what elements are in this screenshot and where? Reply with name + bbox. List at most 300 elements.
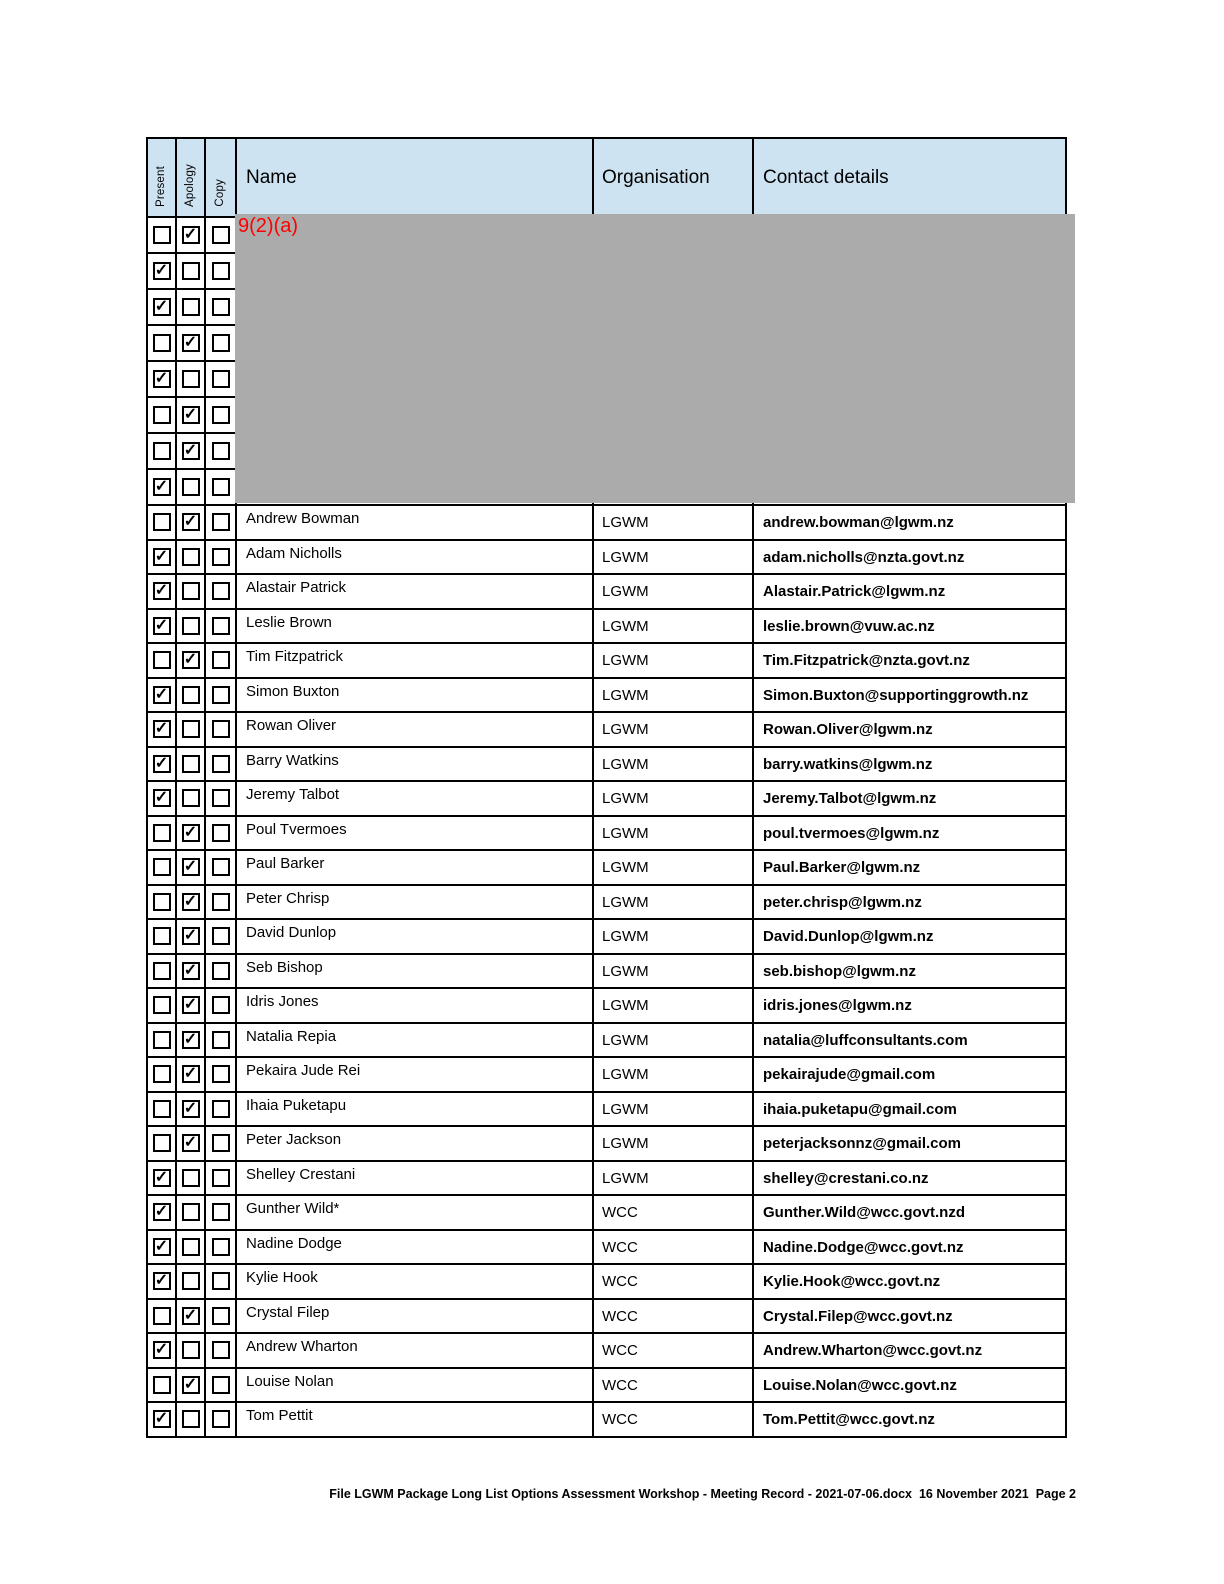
table-row xyxy=(148,953,1065,988)
present-checkbox-cell xyxy=(148,920,177,953)
present-checkbox[interactable]: ✓ xyxy=(153,1238,171,1256)
present-checkbox[interactable] xyxy=(153,651,171,669)
organisation-cell: LGWM xyxy=(594,1058,754,1091)
apology-checkbox-cell xyxy=(177,290,206,324)
apology-checkbox-cell xyxy=(177,679,206,712)
contact-cell: peter.chrisp@lgwm.nz xyxy=(763,893,922,911)
header-copy-label: Copy xyxy=(213,179,226,207)
present-checkbox[interactable]: ✓ xyxy=(153,755,171,773)
apology-checkbox[interactable]: ✓ xyxy=(182,406,200,424)
apology-checkbox[interactable] xyxy=(182,582,200,600)
present-checkbox-cell xyxy=(148,1024,177,1057)
copy-checkbox[interactable] xyxy=(212,1065,230,1083)
name-cell: Tim Fitzpatrick xyxy=(237,644,594,677)
redaction-code-label: 9(2)(a) xyxy=(238,215,299,237)
apology-checkbox[interactable]: ✓ xyxy=(182,513,200,531)
apology-checkbox-cell xyxy=(177,920,206,953)
attendance-table xyxy=(146,137,1067,1438)
copy-checkbox[interactable] xyxy=(212,513,230,531)
name-cell: Idris Jones xyxy=(237,989,594,1022)
apology-checkbox-cell xyxy=(177,1196,206,1229)
copy-checkbox-cell xyxy=(206,644,237,677)
contact-cell: peterjacksonnz@gmail.com xyxy=(763,1135,962,1152)
copy-checkbox-cell xyxy=(206,1231,237,1264)
contact-cell: shelley@crestani.co.nz xyxy=(763,1169,929,1187)
organisation-cell: LGWM xyxy=(594,851,754,884)
copy-checkbox[interactable] xyxy=(212,962,230,980)
present-checkbox-cell xyxy=(148,782,177,815)
contact-cell: Tom.Pettit@wcc.govt.nz xyxy=(763,1411,935,1428)
contact-cell: Crystal.Filep@wcc.govt.nz xyxy=(763,1307,953,1325)
table-row xyxy=(148,1056,1065,1091)
present-checkbox[interactable] xyxy=(153,442,171,460)
contact-cell: Rowan.Oliver@lgwm.nz xyxy=(763,721,933,738)
apology-checkbox[interactable] xyxy=(182,1169,200,1187)
copy-checkbox[interactable] xyxy=(212,582,230,600)
copy-checkbox[interactable] xyxy=(212,478,230,496)
present-checkbox[interactable]: ✓ xyxy=(153,548,171,566)
header-contact-label: Contact details xyxy=(763,166,889,188)
table-row xyxy=(148,884,1065,919)
contact-cell: David.Dunlop@lgwm.nz xyxy=(763,928,934,945)
apology-checkbox-cell xyxy=(177,1162,206,1195)
organisation-cell: LGWM xyxy=(594,817,754,850)
header-copy-column xyxy=(206,139,237,216)
copy-checkbox-cell xyxy=(206,506,237,539)
apology-checkbox-cell xyxy=(177,610,206,643)
name-cell: Andrew Bowman xyxy=(237,506,594,539)
copy-checkbox[interactable] xyxy=(212,1341,230,1359)
present-checkbox-cell xyxy=(148,470,177,504)
apology-checkbox-cell xyxy=(177,398,206,432)
apology-checkbox[interactable] xyxy=(182,262,200,280)
copy-checkbox[interactable] xyxy=(212,370,230,388)
present-checkbox-cell xyxy=(148,713,177,746)
name-cell: Paul Barker xyxy=(237,851,594,884)
copy-checkbox-cell xyxy=(206,989,237,1022)
present-checkbox-cell xyxy=(148,1093,177,1126)
apology-checkbox[interactable] xyxy=(182,789,200,807)
copy-checkbox[interactable] xyxy=(212,548,230,566)
apology-checkbox-cell xyxy=(177,1024,206,1057)
organisation-cell: LGWM xyxy=(594,1162,754,1195)
present-checkbox-cell xyxy=(148,1369,177,1402)
copy-checkbox-cell xyxy=(206,1058,237,1091)
present-checkbox[interactable] xyxy=(153,226,171,244)
present-checkbox-cell xyxy=(148,748,177,781)
copy-checkbox[interactable] xyxy=(212,1238,230,1256)
table-row xyxy=(148,608,1065,643)
table-row xyxy=(148,1160,1065,1195)
table-row xyxy=(148,1263,1065,1298)
apology-checkbox[interactable] xyxy=(182,720,200,738)
present-checkbox-cell xyxy=(148,1265,177,1298)
copy-checkbox-cell xyxy=(206,362,237,396)
organisation-cell: LGWM xyxy=(594,541,754,574)
copy-checkbox-cell xyxy=(206,817,237,850)
contact-cell: Kylie.Hook@wcc.govt.nz xyxy=(763,1273,941,1290)
organisation-cell: LGWM xyxy=(594,679,754,712)
present-checkbox[interactable] xyxy=(153,1065,171,1083)
organisation-cell: LGWM xyxy=(594,1093,754,1126)
present-checkbox[interactable]: ✓ xyxy=(153,1410,171,1428)
contact-cell: ihaia.puketapu@gmail.com xyxy=(763,1100,957,1118)
copy-checkbox[interactable] xyxy=(212,996,230,1014)
apology-checkbox-cell xyxy=(177,326,206,360)
copy-checkbox-cell xyxy=(206,782,237,815)
present-checkbox[interactable]: ✓ xyxy=(153,789,171,807)
name-cell: Jeremy Talbot xyxy=(237,782,594,815)
present-checkbox[interactable] xyxy=(153,962,171,980)
present-checkbox[interactable] xyxy=(153,1100,171,1118)
copy-checkbox-cell xyxy=(206,1300,237,1333)
page-footer: File LGWM Package Long List Options Assessment Workshop - Meeting Record - 2021-07-06.docx 16 November 2021 Page 2 xyxy=(329,1487,1076,1501)
apology-checkbox-cell xyxy=(177,955,206,988)
apology-checkbox[interactable] xyxy=(182,298,200,316)
copy-checkbox[interactable] xyxy=(212,617,230,635)
apology-checkbox-cell xyxy=(177,1231,206,1264)
table-row xyxy=(148,815,1065,850)
copy-checkbox-cell xyxy=(206,326,237,360)
present-checkbox[interactable] xyxy=(153,406,171,424)
copy-checkbox-cell xyxy=(206,610,237,643)
present-checkbox[interactable]: ✓ xyxy=(153,686,171,704)
table-row xyxy=(148,504,1065,539)
copy-checkbox[interactable] xyxy=(212,1134,230,1152)
present-checkbox-cell xyxy=(148,1162,177,1195)
present-checkbox-cell xyxy=(148,1403,177,1436)
table-row xyxy=(148,677,1065,712)
table-row xyxy=(148,987,1065,1022)
copy-checkbox[interactable] xyxy=(212,858,230,876)
table-row xyxy=(148,1125,1065,1160)
contact-cell: andrew.bowman@lgwm.nz xyxy=(763,514,954,531)
name-cell: Leslie Brown xyxy=(237,610,594,643)
present-checkbox[interactable]: ✓ xyxy=(153,582,171,600)
present-checkbox[interactable] xyxy=(153,858,171,876)
apology-checkbox-cell xyxy=(177,1334,206,1367)
apology-checkbox[interactable] xyxy=(182,1341,200,1359)
organisation-cell: LGWM xyxy=(594,748,754,781)
apology-checkbox-cell xyxy=(177,1093,206,1126)
table-row xyxy=(148,918,1065,953)
present-checkbox[interactable] xyxy=(153,1031,171,1049)
table-row xyxy=(148,711,1065,746)
copy-checkbox-cell xyxy=(206,541,237,574)
copy-checkbox-cell xyxy=(206,1024,237,1057)
apology-checkbox[interactable] xyxy=(182,548,200,566)
contact-cell: Simon.Buxton@supportinggrowth.nz xyxy=(763,686,1029,704)
apology-checkbox[interactable] xyxy=(182,1410,200,1428)
present-checkbox-cell xyxy=(148,679,177,712)
name-cell: Rowan Oliver xyxy=(237,713,594,746)
copy-checkbox-cell xyxy=(206,920,237,953)
table-row xyxy=(148,1401,1065,1436)
present-checkbox-cell xyxy=(148,1058,177,1091)
contact-cell: Nadine.Dodge@wcc.govt.nz xyxy=(763,1238,964,1256)
present-checkbox[interactable] xyxy=(153,927,171,945)
present-checkbox[interactable]: ✓ xyxy=(153,370,171,388)
organisation-cell: LGWM xyxy=(594,1127,754,1160)
apology-checkbox-cell xyxy=(177,782,206,815)
apology-checkbox-cell xyxy=(177,254,206,288)
copy-checkbox-cell xyxy=(206,1196,237,1229)
present-checkbox-cell xyxy=(148,254,177,288)
present-checkbox[interactable] xyxy=(153,1376,171,1394)
name-cell: David Dunlop xyxy=(237,920,594,953)
apology-checkbox[interactable]: ✓ xyxy=(182,996,200,1014)
contact-cell: pekairajude@gmail.com xyxy=(763,1066,936,1083)
copy-checkbox-cell xyxy=(206,218,237,252)
apology-checkbox[interactable]: ✓ xyxy=(182,1376,200,1394)
name-cell: Andrew Wharton xyxy=(237,1334,594,1367)
present-checkbox[interactable]: ✓ xyxy=(153,720,171,738)
copy-checkbox[interactable] xyxy=(212,262,230,280)
organisation-cell: LGWM xyxy=(594,1024,754,1057)
contact-cell: natalia@luffconsultants.com xyxy=(763,1031,968,1049)
table-row xyxy=(148,573,1065,608)
copy-checkbox[interactable] xyxy=(212,298,230,316)
present-checkbox[interactable]: ✓ xyxy=(153,1203,171,1221)
present-checkbox-cell xyxy=(148,851,177,884)
copy-checkbox-cell xyxy=(206,713,237,746)
name-cell: Gunther Wild* xyxy=(237,1196,594,1229)
apology-checkbox-cell xyxy=(177,541,206,574)
apology-checkbox[interactable] xyxy=(182,755,200,773)
present-checkbox[interactable]: ✓ xyxy=(153,1341,171,1359)
contact-cell: Paul.Barker@lgwm.nz xyxy=(763,859,921,876)
copy-checkbox[interactable] xyxy=(212,686,230,704)
apology-checkbox[interactable]: ✓ xyxy=(182,893,200,911)
apology-checkbox[interactable] xyxy=(182,1238,200,1256)
copy-checkbox-cell xyxy=(206,955,237,988)
present-checkbox-cell xyxy=(148,817,177,850)
organisation-cell: LGWM xyxy=(594,886,754,919)
organisation-cell: LGWM xyxy=(594,713,754,746)
copy-checkbox-cell xyxy=(206,1162,237,1195)
apology-checkbox-cell xyxy=(177,218,206,252)
copy-checkbox[interactable] xyxy=(212,1100,230,1118)
apology-checkbox[interactable]: ✓ xyxy=(182,442,200,460)
name-cell: Adam Nicholls xyxy=(237,541,594,574)
apology-checkbox[interactable]: ✓ xyxy=(182,651,200,669)
header-name-label: Name xyxy=(237,139,594,216)
name-cell: Ihaia Puketapu xyxy=(237,1093,594,1126)
apology-checkbox[interactable]: ✓ xyxy=(182,927,200,945)
present-checkbox-cell xyxy=(148,644,177,677)
copy-checkbox-cell xyxy=(206,434,237,468)
apology-checkbox[interactable]: ✓ xyxy=(182,1065,200,1083)
copy-checkbox-cell xyxy=(206,1127,237,1160)
copy-checkbox[interactable] xyxy=(212,720,230,738)
organisation-cell: LGWM xyxy=(594,989,754,1022)
apology-checkbox[interactable] xyxy=(182,478,200,496)
apology-checkbox[interactable]: ✓ xyxy=(182,1031,200,1049)
present-checkbox[interactable] xyxy=(153,334,171,352)
present-checkbox[interactable] xyxy=(153,1307,171,1325)
apology-checkbox[interactable]: ✓ xyxy=(182,226,200,244)
present-checkbox[interactable]: ✓ xyxy=(153,262,171,280)
name-cell: Nadine Dodge xyxy=(237,1231,594,1264)
organisation-cell: WCC xyxy=(594,1403,754,1436)
contact-cell: idris.jones@lgwm.nz xyxy=(763,997,912,1014)
organisation-cell: LGWM xyxy=(594,506,754,539)
apology-checkbox[interactable] xyxy=(182,1203,200,1221)
table-row xyxy=(148,746,1065,781)
copy-checkbox[interactable] xyxy=(212,1169,230,1187)
copy-checkbox[interactable] xyxy=(212,824,230,842)
name-cell: Barry Watkins xyxy=(237,748,594,781)
apology-checkbox[interactable]: ✓ xyxy=(182,1307,200,1325)
organisation-cell: WCC xyxy=(594,1369,754,1402)
contact-cell: Louise.Nolan@wcc.govt.nz xyxy=(763,1376,957,1394)
copy-checkbox-cell xyxy=(206,679,237,712)
present-checkbox-cell xyxy=(148,218,177,252)
copy-checkbox[interactable] xyxy=(212,1307,230,1325)
contact-cell: barry.watkins@lgwm.nz xyxy=(763,755,933,773)
present-checkbox[interactable] xyxy=(153,824,171,842)
table-header-row xyxy=(148,139,1065,216)
copy-checkbox[interactable] xyxy=(212,1376,230,1394)
table-row xyxy=(148,539,1065,574)
header-present-column xyxy=(148,139,177,216)
header-present-label: Present xyxy=(154,165,167,207)
apology-checkbox-cell xyxy=(177,1265,206,1298)
present-checkbox[interactable] xyxy=(153,1134,171,1152)
table-row xyxy=(148,849,1065,884)
copy-checkbox[interactable] xyxy=(212,226,230,244)
apology-checkbox[interactable] xyxy=(182,1272,200,1290)
organisation-cell: LGWM xyxy=(594,920,754,953)
copy-checkbox[interactable] xyxy=(212,1410,230,1428)
apology-checkbox-cell xyxy=(177,1369,206,1402)
apology-checkbox[interactable] xyxy=(182,370,200,388)
contact-cell: Andrew.Wharton@wcc.govt.nz xyxy=(763,1342,983,1359)
table-row xyxy=(148,780,1065,815)
name-cell: Tom Pettit xyxy=(237,1403,594,1436)
redaction-overlay xyxy=(235,214,1075,503)
apology-checkbox[interactable]: ✓ xyxy=(182,334,200,352)
present-checkbox-cell xyxy=(148,886,177,919)
present-checkbox[interactable]: ✓ xyxy=(153,298,171,316)
organisation-cell: LGWM xyxy=(594,782,754,815)
copy-checkbox[interactable] xyxy=(212,927,230,945)
apology-checkbox-cell xyxy=(177,817,206,850)
copy-checkbox-cell xyxy=(206,1334,237,1367)
copy-checkbox[interactable] xyxy=(212,1203,230,1221)
contact-cell: Jeremy.Talbot@lgwm.nz xyxy=(763,790,937,807)
copy-checkbox[interactable] xyxy=(212,651,230,669)
table-row xyxy=(148,1367,1065,1402)
present-checkbox-cell xyxy=(148,290,177,324)
organisation-cell: WCC xyxy=(594,1265,754,1298)
copy-checkbox-cell xyxy=(206,254,237,288)
organisation-cell: LGWM xyxy=(594,955,754,988)
copy-checkbox[interactable] xyxy=(212,1272,230,1290)
present-checkbox[interactable]: ✓ xyxy=(153,1169,171,1187)
apology-checkbox[interactable]: ✓ xyxy=(182,858,200,876)
present-checkbox-cell xyxy=(148,1127,177,1160)
present-checkbox[interactable] xyxy=(153,513,171,531)
copy-checkbox-cell xyxy=(206,1403,237,1436)
present-checkbox[interactable]: ✓ xyxy=(153,617,171,635)
present-checkbox[interactable]: ✓ xyxy=(153,1272,171,1290)
table-row xyxy=(148,1332,1065,1367)
organisation-cell: LGWM xyxy=(594,644,754,677)
apology-checkbox[interactable] xyxy=(182,686,200,704)
present-checkbox[interactable]: ✓ xyxy=(153,478,171,496)
table-row xyxy=(148,642,1065,677)
header-apology-column xyxy=(177,139,206,216)
apology-checkbox-cell xyxy=(177,851,206,884)
present-checkbox-cell xyxy=(148,506,177,539)
name-cell: Simon Buxton xyxy=(237,679,594,712)
apology-checkbox[interactable]: ✓ xyxy=(182,962,200,980)
apology-checkbox-cell xyxy=(177,470,206,504)
apology-checkbox-cell xyxy=(177,1058,206,1091)
copy-checkbox-cell xyxy=(206,575,237,608)
apology-checkbox-cell xyxy=(177,713,206,746)
table-row xyxy=(148,1298,1065,1333)
apology-checkbox[interactable]: ✓ xyxy=(182,824,200,842)
apology-checkbox-cell xyxy=(177,434,206,468)
present-checkbox-cell xyxy=(148,1196,177,1229)
apology-checkbox-cell xyxy=(177,1127,206,1160)
present-checkbox-cell xyxy=(148,362,177,396)
name-cell: Natalia Repia xyxy=(237,1024,594,1057)
apology-checkbox-cell xyxy=(177,1300,206,1333)
present-checkbox[interactable] xyxy=(153,893,171,911)
table-row xyxy=(148,1229,1065,1264)
name-cell: Crystal Filep xyxy=(237,1300,594,1333)
apology-checkbox[interactable] xyxy=(182,617,200,635)
organisation-cell: WCC xyxy=(594,1231,754,1264)
copy-checkbox[interactable] xyxy=(212,406,230,424)
apology-checkbox[interactable]: ✓ xyxy=(182,1134,200,1152)
present-checkbox-cell xyxy=(148,575,177,608)
apology-checkbox-cell xyxy=(177,362,206,396)
copy-checkbox[interactable] xyxy=(212,789,230,807)
apology-checkbox[interactable]: ✓ xyxy=(182,1100,200,1118)
copy-checkbox[interactable] xyxy=(212,893,230,911)
organisation-cell: WCC xyxy=(594,1300,754,1333)
apology-checkbox-cell xyxy=(177,575,206,608)
present-checkbox[interactable] xyxy=(153,996,171,1014)
table-row xyxy=(148,1194,1065,1229)
name-cell: Poul Tvermoes xyxy=(237,817,594,850)
present-checkbox-cell xyxy=(148,989,177,1022)
name-cell: Kylie Hook xyxy=(237,1265,594,1298)
organisation-cell: WCC xyxy=(594,1196,754,1229)
present-checkbox-cell xyxy=(148,1300,177,1333)
contact-cell: leslie.brown@vuw.ac.nz xyxy=(763,617,935,635)
present-checkbox-cell xyxy=(148,1334,177,1367)
copy-checkbox[interactable] xyxy=(212,755,230,773)
copy-checkbox-cell xyxy=(206,1265,237,1298)
apology-checkbox-cell xyxy=(177,1403,206,1436)
copy-checkbox[interactable] xyxy=(212,442,230,460)
name-cell: Alastair Patrick xyxy=(237,575,594,608)
name-cell: Pekaira Jude Rei xyxy=(237,1058,594,1091)
copy-checkbox-cell xyxy=(206,398,237,432)
copy-checkbox[interactable] xyxy=(212,1031,230,1049)
apology-checkbox-cell xyxy=(177,748,206,781)
name-cell: Shelley Crestani xyxy=(237,1162,594,1195)
contact-cell: Gunther.Wild@wcc.govt.nzd xyxy=(763,1204,965,1221)
copy-checkbox-cell xyxy=(206,1369,237,1402)
contact-cell: adam.nicholls@nzta.govt.nz xyxy=(763,548,965,566)
copy-checkbox[interactable] xyxy=(212,334,230,352)
